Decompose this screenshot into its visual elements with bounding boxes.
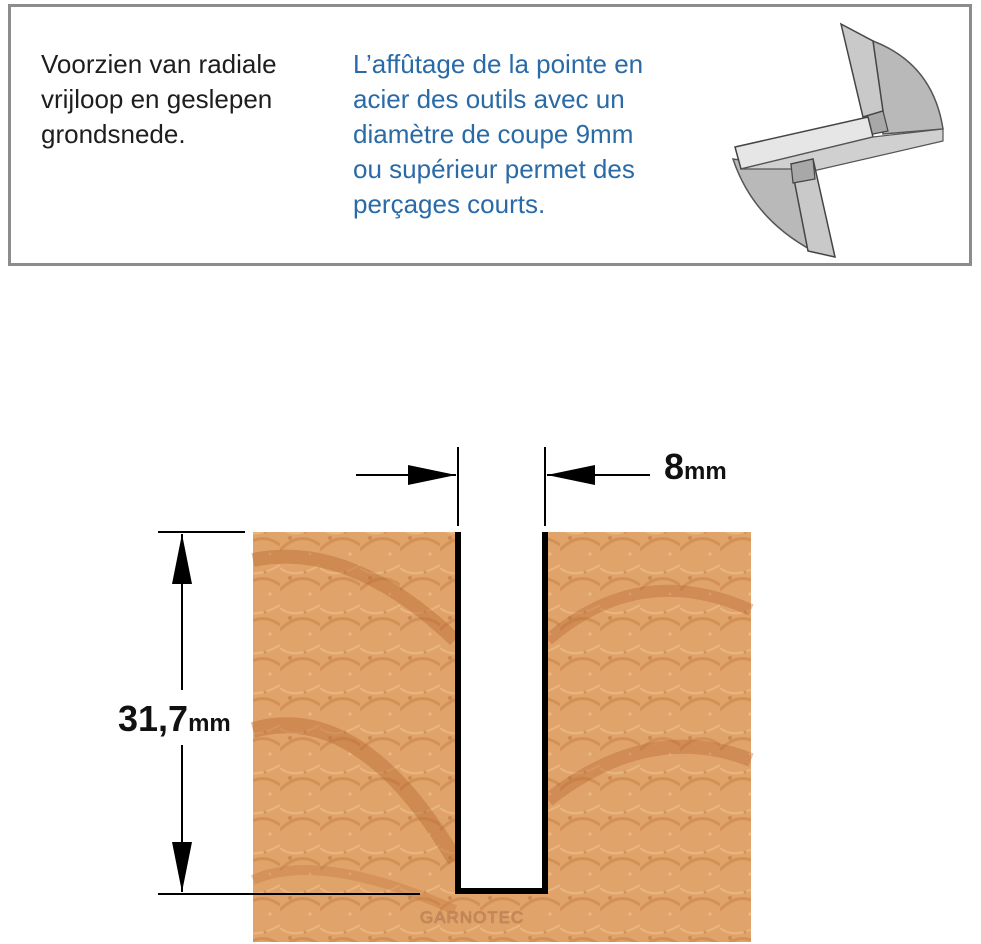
groove-slot: [455, 532, 548, 894]
brand-watermark: GARNOTEC: [420, 908, 525, 927]
width-unit: mm: [684, 458, 727, 485]
depth-value: 31,7: [118, 698, 189, 739]
width-label: [664, 446, 727, 488]
depth-label: [118, 698, 231, 740]
dutch-description: Voorzien van radiale vrijloop en geslepen grondsnede.: [41, 49, 277, 149]
french-description: L’affûtage de la pointe en acier des outils avec un diamètre de coupe 9mm ou supérieur permet des perçages courts.: [353, 49, 644, 219]
depth-unit: mm: [188, 710, 231, 737]
width-value: 8: [664, 446, 685, 487]
width-dimension: [356, 447, 650, 526]
